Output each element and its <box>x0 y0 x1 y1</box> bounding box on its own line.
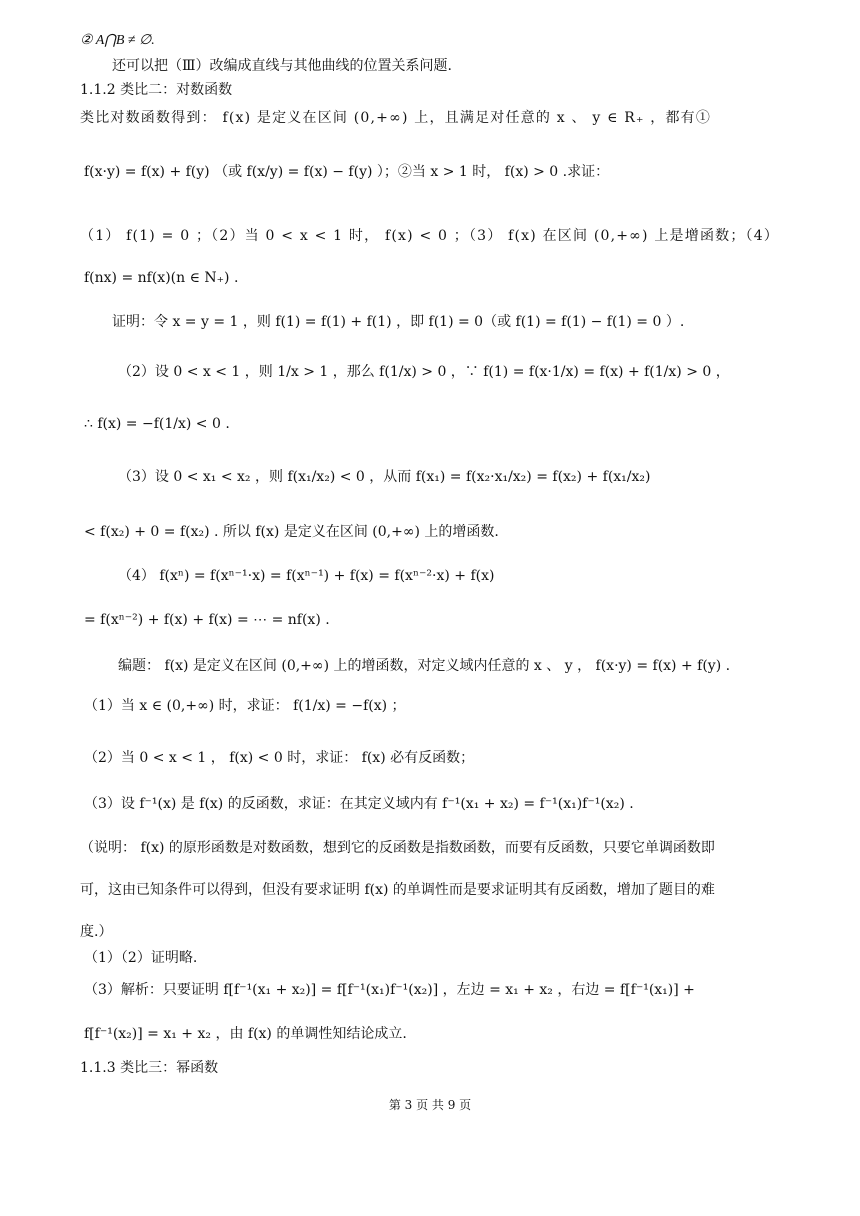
page-footer: 第 3 页 共 9 页 <box>388 1098 472 1112</box>
text-line: 编题： f(x) 是定义在区间 (0,+∞) 上的增函数，对定义域内任意的 x 、 y ， f(x·y) = f(x) + f(y) . <box>118 658 731 674</box>
text-line: 类比对数函数得到： f(x) 是定义在区间 (0,+∞) 上，且满足对任意的 x 、 y ∈ R₊ ，都有① <box>80 110 712 126</box>
section-heading: 1.1.2 类比二：对数函数 <box>80 82 233 98</box>
text-line: （1）当 x ∈ (0,+∞) 时，求证： f(1/x) = −f(x) ； <box>84 698 406 714</box>
text-line: （1） f(1) = 0 ；（2）当 0 < x < 1 时， f(x) < 0 ；（3） f(x) 在区间 (0,+∞) 上是增函数；（4） <box>80 228 780 244</box>
text-line: f[f⁻¹(x₂)] = x₁ + x₂ ，由 f(x) 的单调性知结论成立. <box>84 1026 407 1042</box>
text-line: ② A⋂B ≠ ∅. <box>80 33 155 48</box>
text-line: （说明： f(x) 的原形函数是对数函数，想到它的反函数是指数函数，而要有反函数，只要它单调函数即 <box>80 840 715 856</box>
text-line: 还可以把（Ⅲ）改编成直线与其他曲线的位置关系问题. <box>112 58 452 74</box>
text-line: （3）设 f⁻¹(x) 是 f(x) 的反函数，求证：在其定义域内有 f⁻¹(x₁ + x₂) = f⁻¹(x₁)f⁻¹(x₂) . <box>84 796 634 812</box>
text-line: 可，这由已知条件可以得到，但没有要求证明 f(x) 的单调性而是要求证明其有反函数，增加了题目的难 <box>80 882 715 898</box>
text-line: = f(xⁿ⁻²) + f(x) + f(x) = ⋯ = nf(x) . <box>84 612 330 628</box>
text-line: （2）当 0 < x < 1 ， f(x) < 0 时，求证： f(x) 必有反函数； <box>84 750 475 766</box>
text-line: < f(x₂) + 0 = f(x₂) . 所以 f(x) 是定义在区间 (0,+∞) 上的增函数. <box>84 524 499 540</box>
text-line: （4） f(xⁿ) = f(xⁿ⁻¹·x) = f(xⁿ⁻¹) + f(x) = f(xⁿ⁻²·x) + f(x) <box>118 568 495 584</box>
text-line: f(x·y) = f(x) + f(y) （或 f(x/y) = f(x) − f(y) ）；②当 x > 1 时， f(x) > 0 .求证： <box>84 164 610 180</box>
text-line: 度.） <box>80 924 113 940</box>
text-line: 证明：令 x = y = 1 ，则 f(1) = f(1) + f(1) ，即 f(1) = 0（或 f(1) = f(1) − f(1) = 0 ）. <box>112 314 685 330</box>
text-line: （3）解析：只要证明 f[f⁻¹(x₁ + x₂)] = f[f⁻¹(x₁)f⁻¹(x₂)] ，左边 = x₁ + x₂ ，右边 = f[f⁻¹(x₁)] + <box>84 982 695 998</box>
text-line: ∴ f(x) = −f(1/x) < 0 . <box>84 416 230 432</box>
text-line: f(nx) = nf(x)(n ∈ N₊) . <box>84 270 239 286</box>
text-line: （1）（2）证明略. <box>84 950 198 966</box>
text-line: （2）设 0 < x < 1 ，则 1/x > 1 ，那么 f(1/x) > 0 ，∵ f(1) = f(x·1/x) = f(x) + f(1/x) > 0 ， <box>118 364 730 380</box>
text-line: （3）设 0 < x₁ < x₂ ，则 f(x₁/x₂) < 0 ，从而 f(x₁) = f(x₂·x₁/x₂) = f(x₂) + f(x₁/x₂) <box>118 469 651 485</box>
section-heading: 1.1.3 类比三：幂函数 <box>80 1060 219 1076</box>
